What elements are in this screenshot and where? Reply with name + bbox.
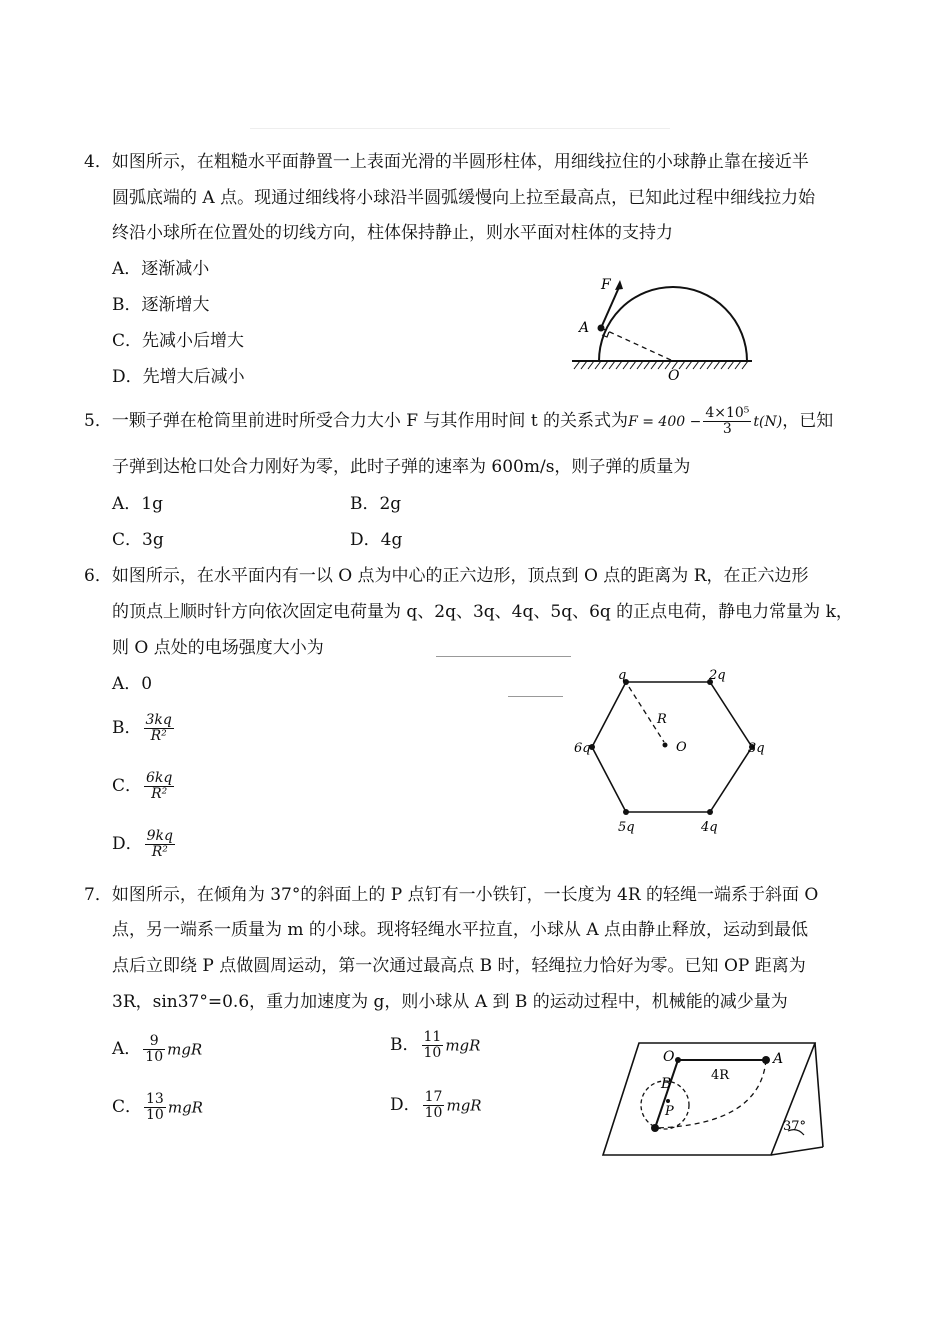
q5-text-line-2: 子弹到达枪口处合力刚好为零，此时子弹的速率为 600m/s，则子弹的质量为 — [112, 457, 691, 477]
q7-option-c-den: 10 — [146, 1107, 164, 1123]
label-r: R — [657, 712, 667, 727]
label-p: P — [665, 1104, 674, 1119]
radius-dashed — [601, 328, 673, 361]
q7-option-a-num: 9 — [143, 1034, 165, 1050]
q6-option-c-label: C． — [112, 776, 143, 796]
q4-text-line-2: 圆弧底端的 A 点。现通过细线将小球沿半圆弧缓慢向上拉至最高点，已知此过程中细线拉力始 — [112, 188, 816, 208]
q7-option-b-label: B． — [390, 1035, 420, 1055]
label-o: O — [668, 368, 680, 384]
q5-text-pre: 5．一颗子弹在枪筒里前进时所受合力大小 F 与其作用时间 t 的关系式为 — [84, 411, 629, 431]
label-a: A — [773, 1051, 784, 1067]
force-arrowhead — [615, 280, 623, 290]
q6-text-line-1: 6．如图所示，在水平面内有一以 O 点为中心的正六边形，顶点到 O 点的距离为 R，在正六边形 — [84, 566, 809, 586]
semicircle — [599, 287, 747, 361]
q7-option-a-suffix: mgR — [167, 1040, 203, 1059]
q6-option-c-den: R² — [151, 786, 168, 802]
q4-text-line-1: 4．如图所示，在粗糙水平面静置一上表面光滑的半圆形柱体，用细线拉住的小球静止靠在接近半 — [84, 152, 809, 172]
q6-hexagon-figure — [570, 660, 770, 840]
q5-formula — [628, 405, 783, 437]
q7-incline-figure — [595, 1035, 835, 1165]
q4-option-b: B．逐渐增大 — [112, 295, 210, 315]
label-angle: 37° — [783, 1119, 807, 1134]
q4-option-c: C．先减小后增大 — [112, 331, 245, 351]
formula-rhs: t(N) — [753, 413, 783, 430]
label-4r: 4R — [711, 1068, 730, 1083]
q6-option-a: A．0 — [112, 674, 153, 694]
q6-option-d-den: R² — [151, 844, 168, 860]
label-f: F — [601, 277, 611, 293]
label-q3: 3q — [748, 741, 765, 756]
q5-option-b: B．2g — [350, 494, 402, 514]
q5-text-line-1 — [84, 406, 833, 437]
q7-option-b-num: 11 — [423, 1029, 442, 1045]
q7-text-line-1: 7．如图所示，在倾角为 37°的斜面上的 P 点钉有一小铁钉，一长度为 4R 的轻绳一端系于斜面 O — [84, 885, 819, 905]
q5-option-c: C．3g — [112, 530, 164, 550]
formula-lhs: F = 400 − — [628, 413, 702, 430]
charges — [589, 679, 755, 815]
q7-text-line-3: 点后立即绕 P 点做圆周运动，第一次通过最高点 B 时，轻绳拉力恰好为零。已知 OP 距离为 — [112, 956, 806, 976]
q6-text-line-2: 的顶点上顺时针方向依次固定电荷量为 q、2q、3q、4q、5q、6q 的正点电荷，静电力常量为 k， — [112, 602, 853, 622]
label-q5: 5q — [618, 820, 635, 835]
q7-option-d-label: D． — [390, 1095, 421, 1115]
q5-text-post: ，已知 — [782, 411, 834, 431]
q7-text-line-2: 点，另一端系一质量为 m 的小球。现将轻绳水平拉直，小球从 A 点由静止释放，运动到最低 — [112, 920, 809, 940]
hexagon — [592, 682, 752, 812]
q7-option-b — [390, 1030, 480, 1061]
q6-option-c-num: 6kq — [146, 770, 173, 786]
label-q4: 4q — [701, 820, 718, 835]
q7-option-d-suffix: mgR — [446, 1096, 482, 1115]
label-q2: 2q — [709, 668, 726, 683]
q7-option-c — [112, 1092, 203, 1123]
q6-option-c — [112, 771, 176, 802]
q4-option-a: A．逐渐减小 — [112, 259, 210, 279]
center-o — [663, 743, 668, 748]
incline-back-edge — [815, 1043, 823, 1147]
formula-num: 4×10⁵ — [705, 405, 750, 421]
point-p — [666, 1099, 670, 1103]
q6-option-b-label: B． — [112, 718, 142, 738]
q4-text-line-3: 终沿小球所在位置处的切线方向，柱体保持静止，则水平面对柱体的支持力 — [112, 223, 673, 243]
q4-figure — [560, 265, 775, 385]
label-q1: q — [618, 668, 627, 683]
q7-option-c-suffix: mgR — [167, 1098, 203, 1117]
q5-option-a: A．1g — [112, 494, 163, 514]
label-o: O — [663, 1049, 675, 1065]
q7-option-a-den: 10 — [145, 1049, 164, 1065]
q6-option-d — [112, 829, 177, 860]
q7-option-d-den: 10 — [424, 1105, 443, 1121]
q6-option-d-label: D． — [112, 834, 143, 854]
q7-option-d-num: 17 — [424, 1089, 443, 1105]
q6-option-b — [112, 713, 176, 744]
scan-mark — [250, 128, 670, 129]
q6-option-b-den: R² — [150, 728, 167, 744]
scan-mark — [436, 656, 571, 657]
q7-text-line-4: 3R，sin37°=0.6，重力加速度为 g，则小球从 A 到 B 的运动过程中，机械能的减少量为 — [112, 992, 788, 1012]
q6-option-b-num: 3kq — [145, 712, 172, 728]
formula-den: 3 — [722, 421, 732, 437]
q4-option-d: D．先增大后减小 — [112, 367, 245, 387]
q7-option-b-den: 10 — [423, 1045, 442, 1061]
q7-option-a — [112, 1034, 202, 1065]
q7-option-c-label: C． — [112, 1097, 143, 1117]
q7-option-a-label: A． — [112, 1039, 142, 1059]
incline-bottom-edge — [771, 1147, 823, 1155]
label-a: A — [579, 320, 590, 336]
label-o: O — [676, 740, 687, 755]
scan-mark — [508, 696, 563, 697]
q7-option-d — [390, 1090, 482, 1121]
q6-text-line-3: 则 O 点处的电场强度大小为 — [112, 638, 324, 658]
q7-option-c-num: 13 — [146, 1091, 164, 1107]
q7-option-b-suffix: mgR — [445, 1036, 481, 1055]
q5-option-d: D．4g — [350, 530, 403, 550]
label-b: B — [661, 1076, 672, 1092]
q6-option-d-num: 9kq — [146, 828, 173, 844]
label-q6: 6q — [574, 741, 591, 756]
ground-hatch — [574, 361, 748, 369]
